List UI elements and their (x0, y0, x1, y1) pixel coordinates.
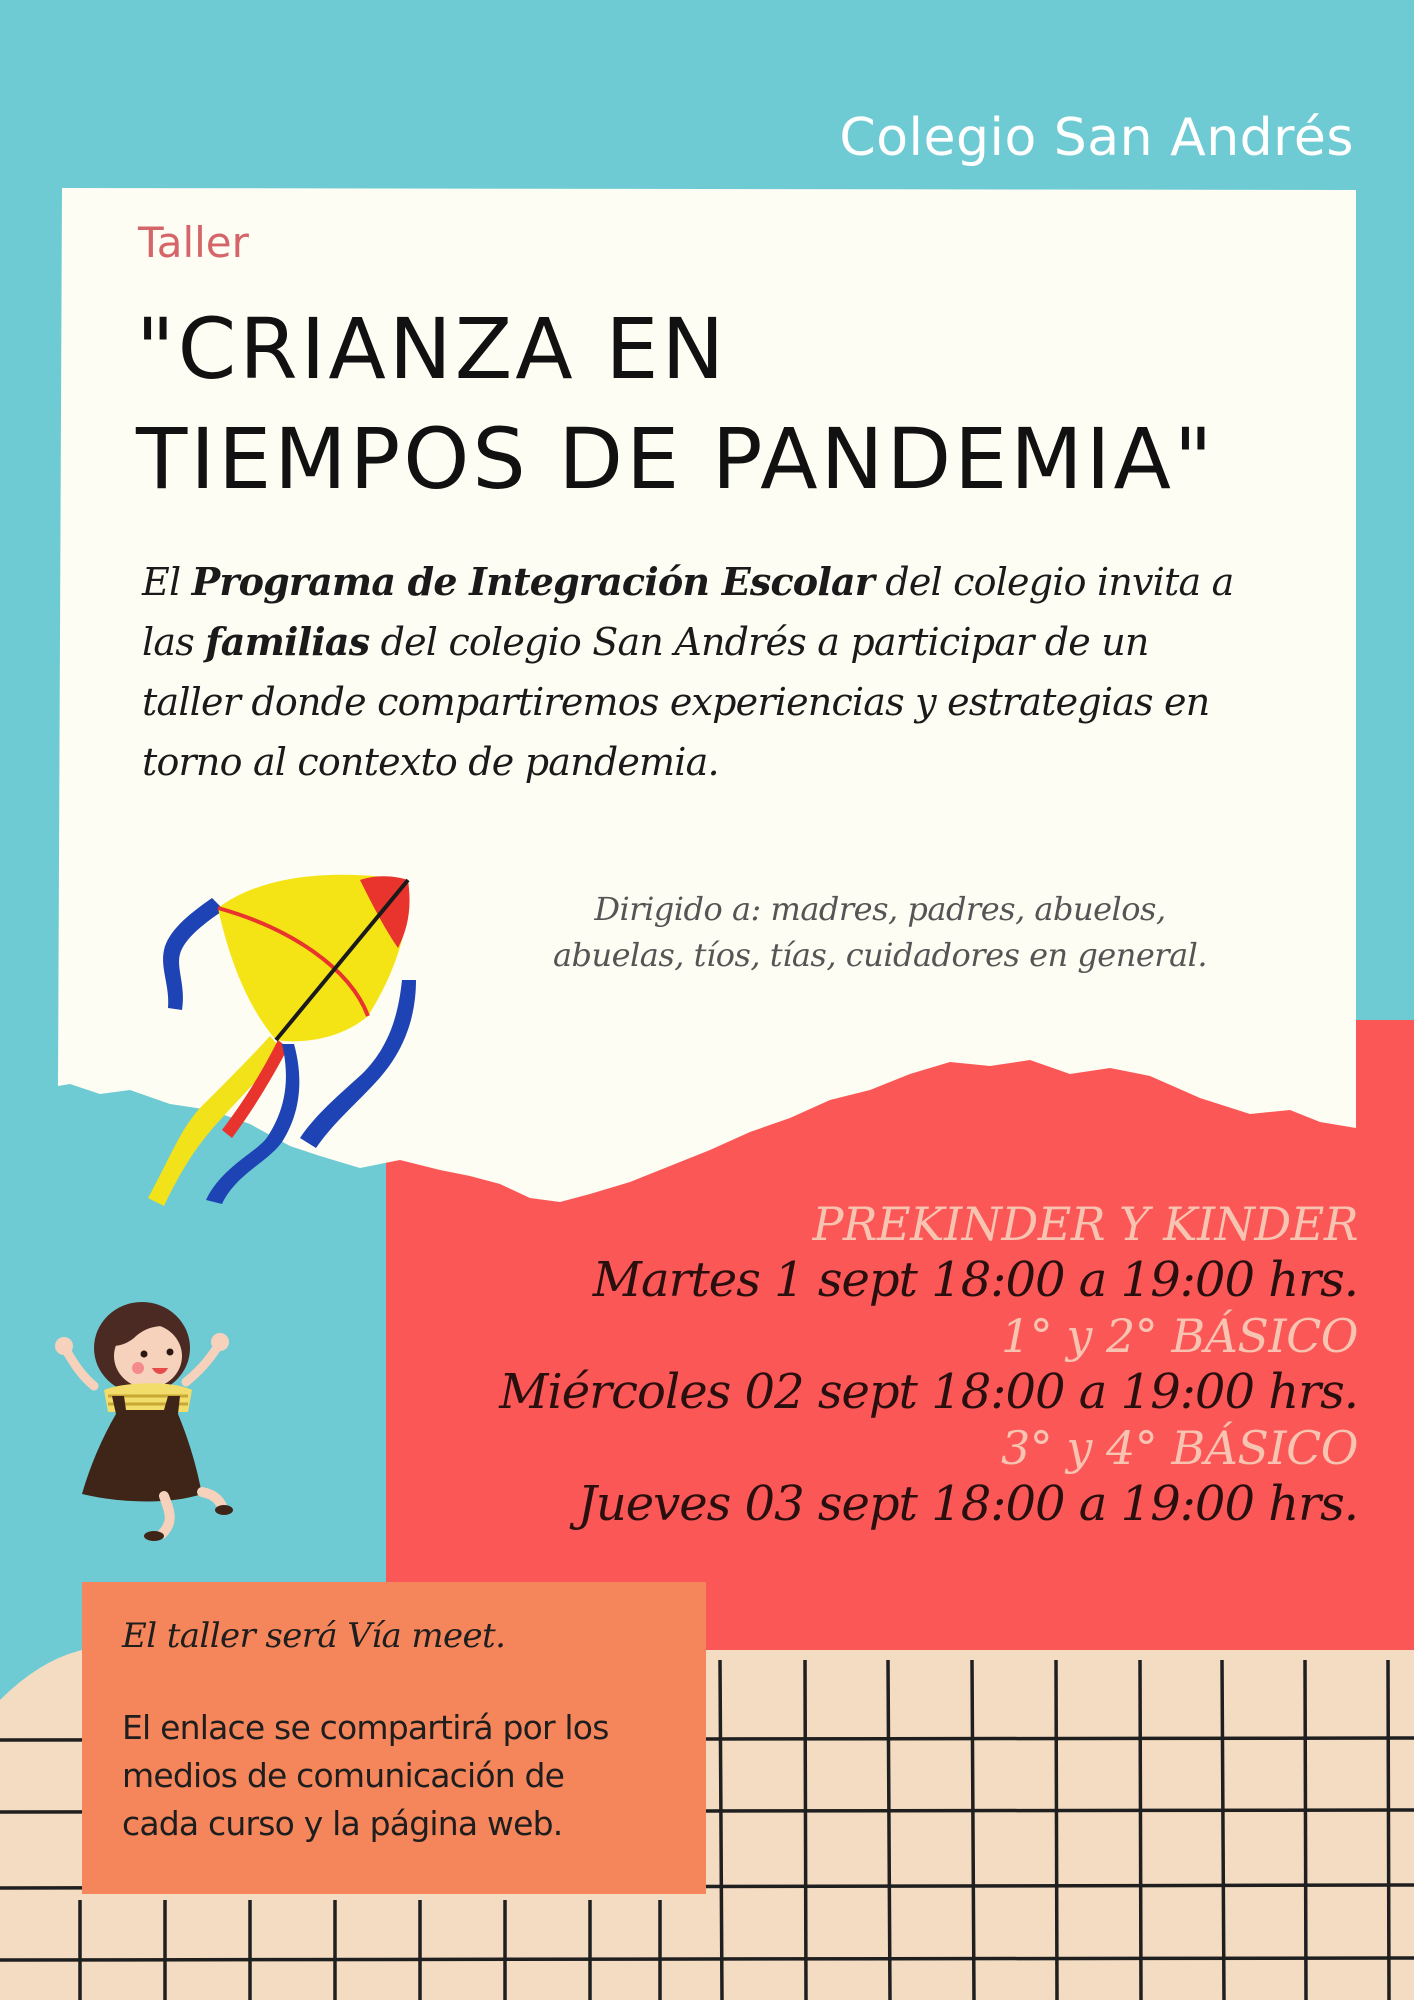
schedule-level: 1° y 2° BÁSICO (1000, 1309, 1358, 1363)
workshop-eyebrow: Taller (138, 218, 249, 267)
info-heading: El taller será Vía meet. (122, 1616, 506, 1656)
kite-illustration (140, 868, 430, 1208)
info-body-line-1: El enlace se compartirá por los (122, 1708, 609, 1747)
intro-line-3: taller donde compartiremos experiencias y estrategias en (142, 680, 1210, 724)
info-body-line-2: medios de comunicación de (122, 1756, 565, 1795)
audience-line-2: abuelas, tíos, tías, cuidadores en general. (552, 936, 1208, 974)
schedule-time: Jueves 03 sept 18:00 a 19:00 hrs. (577, 1476, 1358, 1532)
intro-paragraph (142, 552, 1322, 792)
title-line-1: "CRIANZA EN (136, 300, 728, 398)
schedule-time: Martes 1 sept 18:00 a 19:00 hrs. (592, 1252, 1358, 1308)
school-name: Colegio San Andrés (839, 108, 1354, 168)
info-box (82, 1582, 706, 1894)
schedule-level: PREKINDER Y KINDER (812, 1197, 1358, 1251)
intro-text: El (142, 560, 192, 604)
info-body-line-3: cada curso y la página web. (122, 1804, 563, 1843)
intro-line-1 (142, 552, 1322, 612)
intro-line-2 (142, 612, 1322, 672)
jumping-girl-illustration (52, 1298, 238, 1542)
families-emphasis: familias (205, 619, 370, 664)
audience-line-1: Dirigido a: madres, padres, abuelos, (594, 890, 1166, 928)
schedule (358, 1196, 1358, 1532)
program-name: Programa de Integración Escolar (191, 559, 875, 604)
intro-text: del colegio invita a (874, 560, 1234, 604)
title-line-2: TIEMPOS DE PANDEMIA" (136, 410, 1216, 508)
info-body (122, 1704, 682, 1848)
page-title (136, 294, 1216, 514)
intro-text: del colegio San Andrés a participar de un (369, 620, 1149, 664)
intro-text: las (142, 620, 206, 664)
schedule-level: 3° y 4° BÁSICO (1000, 1421, 1358, 1475)
intro-line-4: torno al contexto de pandemia. (142, 740, 719, 784)
audience-text (470, 886, 1290, 978)
schedule-time: Miércoles 02 sept 18:00 a 19:00 hrs. (499, 1364, 1358, 1420)
